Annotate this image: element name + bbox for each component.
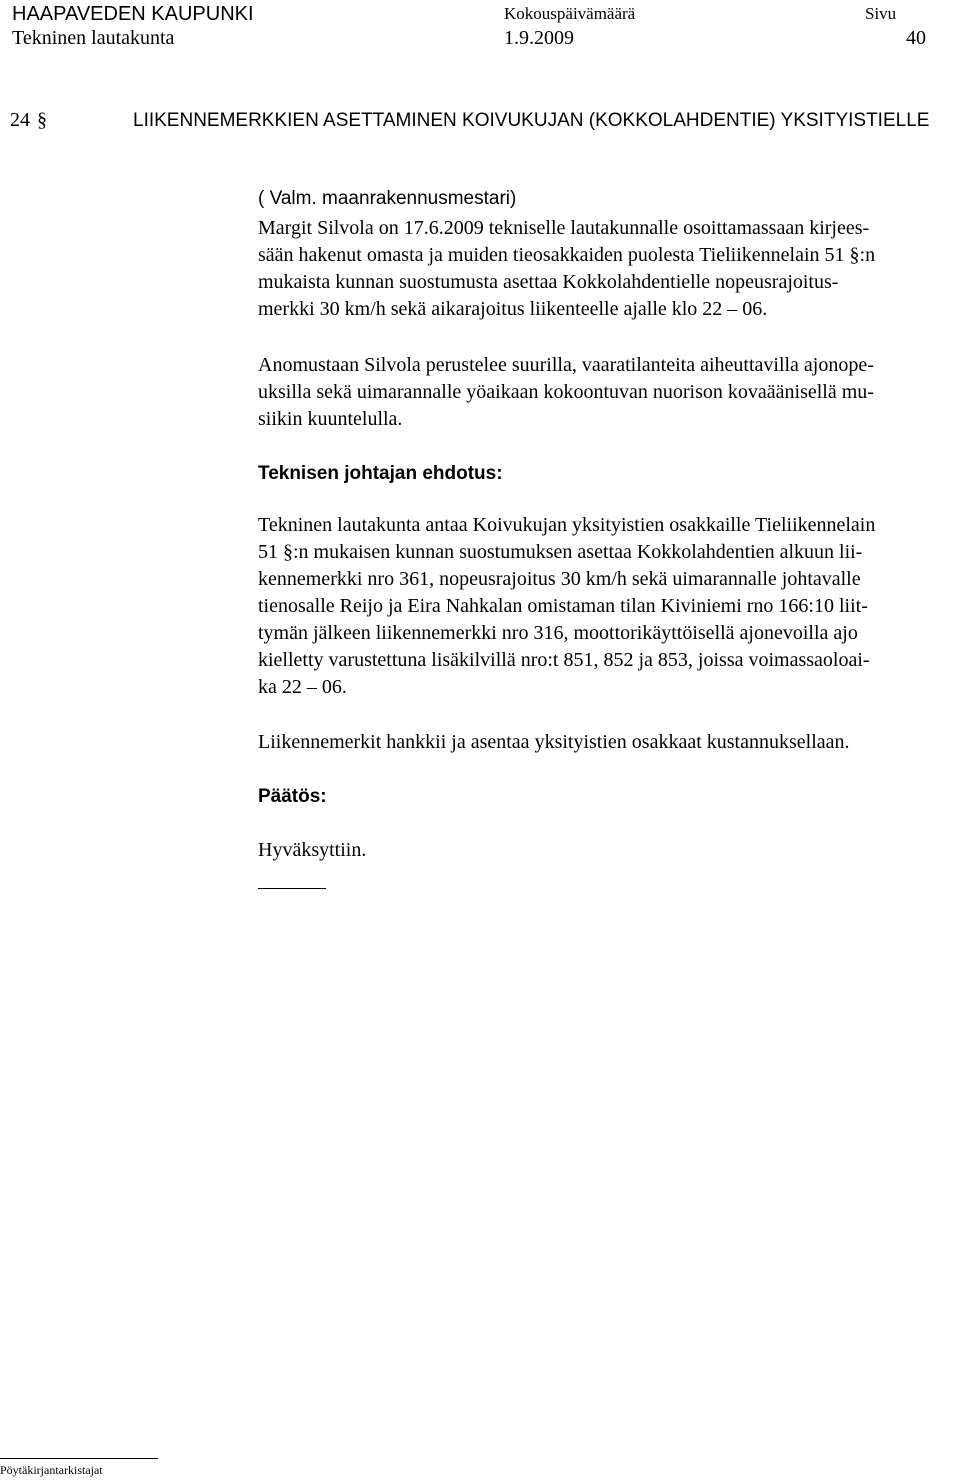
organization-name: HAAPAVEDEN KAUPUNKI <box>12 3 254 25</box>
footer-rule <box>0 1458 158 1459</box>
page-label: Sivu <box>865 4 897 23</box>
page-number: 40 <box>906 27 926 49</box>
proposal-note: Liikennemerkit hankkii ja asentaa yksityistien osakkaat kustannuksellaan. <box>258 731 850 753</box>
paragraph-line: Anomustaan Silvola perustelee suurilla, vaaratilanteita aiheuttavilla ajonope- <box>258 354 874 376</box>
section-number: 24 <box>10 109 30 131</box>
meeting-date: 1.9.2009 <box>504 27 574 49</box>
paragraph-line: siikin kuuntelulla. <box>258 408 403 430</box>
decision-heading: Päätös: <box>258 786 327 807</box>
paragraph-line: Margit Silvola on 17.6.2009 tekniselle lautakunnalle osoittamassaan kirjees- <box>258 217 870 239</box>
meeting-date-label: Kokouspäivämäärä <box>504 4 636 23</box>
decision-text: Hyväksyttiin. <box>258 839 367 861</box>
footer-label: Pöytäkirjantarkistajat <box>0 1463 103 1477</box>
proposal-line: tienosalle Reijo ja Eira Nahkalan omistaman tilan Kiviniemi rno 166:10 liit- <box>258 595 868 617</box>
proposal-line: 51 §:n mukaisen kunnan suostumuksen asettaa Kokkolahdentien alkuun lii- <box>258 541 863 563</box>
paragraph-line: sään hakenut omasta ja muiden tieosakkaiden puolesta Tieliikennelain 51 §:n <box>258 244 876 266</box>
proposal-heading: Teknisen johtajan ehdotus: <box>258 463 503 484</box>
preparer-note: ( Valm. maanrakennusmestari) <box>258 188 517 209</box>
proposal-line: kennemerkki nro 361, nopeusrajoitus 30 km/h sekä uimarannalle johtavalle <box>258 568 861 590</box>
proposal-line: ka 22 – 06. <box>258 676 347 698</box>
section-sign: § <box>37 109 47 131</box>
board-name: Tekninen lautakunta <box>12 27 175 49</box>
proposal-line: kielletty varustettuna lisäkilvillä nro:t 851, 852 ja 853, joissa voimassaoloai- <box>258 649 870 671</box>
paragraph-line: mukaista kunnan suostumusta asettaa Kokkolahdentielle nopeusrajoitus- <box>258 271 839 293</box>
end-rule <box>258 888 326 889</box>
paragraph-line: uksilla sekä uimarannalle yöaikaan kokoontuvan nuorison kovaäänisellä mu- <box>258 381 874 403</box>
section-title: LIIKENNEMERKKIEN ASETTAMINEN KOIVUKUJAN (KOKKOLAHDENTIE) YKSITYISTIELLE <box>133 110 930 131</box>
paragraph-line: merkki 30 km/h sekä aikarajoitus liikenteelle ajalle klo 22 – 06. <box>258 298 768 320</box>
proposal-line: tymän jälkeen liikennemerkki nro 316, moottorikäyttöisellä ajonevoilla ajo <box>258 622 858 644</box>
proposal-line: Tekninen lautakunta antaa Koivukujan yksityistien osakkaille Tieliikennelain <box>258 514 876 536</box>
